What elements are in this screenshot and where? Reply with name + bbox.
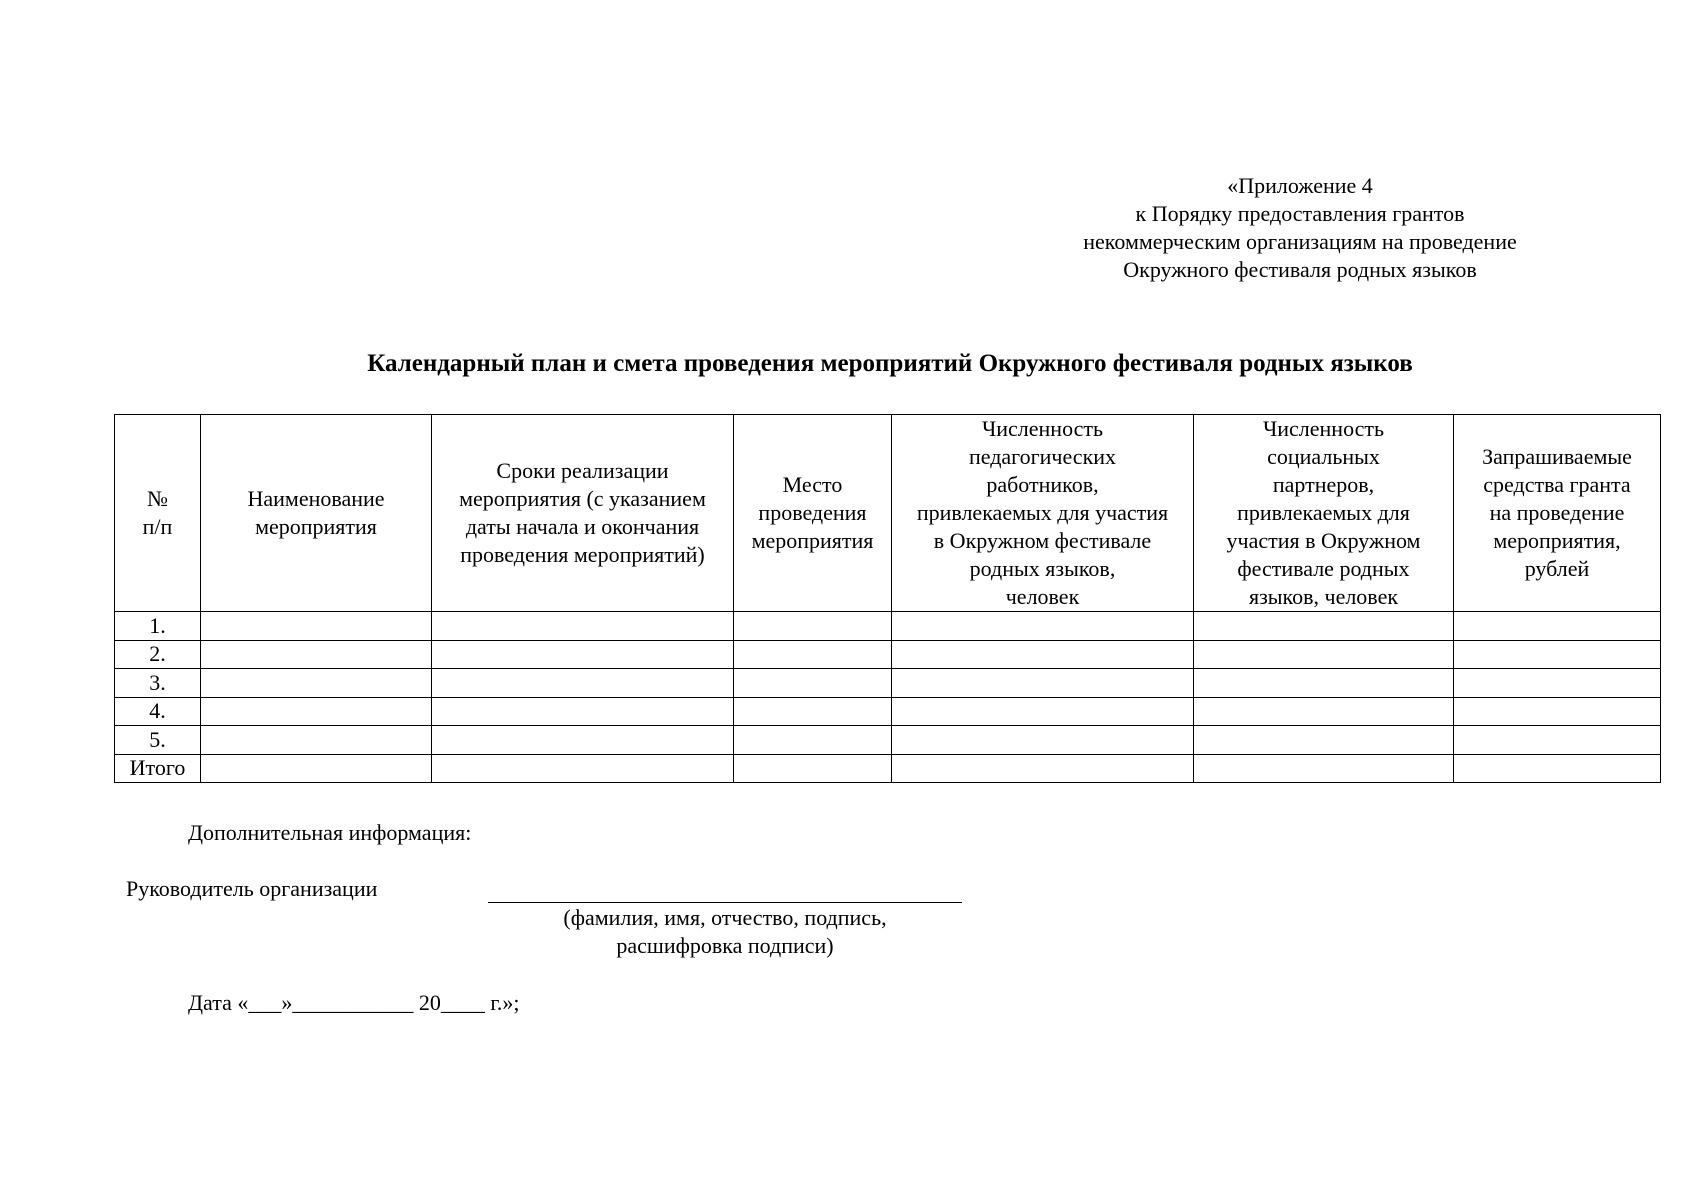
header-text: мероприятия (255, 514, 377, 539)
header-text: Численность (981, 416, 1104, 441)
header-text: даты начала и окончания (465, 514, 700, 539)
header-text: партнеров, (1272, 472, 1375, 497)
row-number: 1. (115, 612, 201, 641)
header-grant-amount (1454, 415, 1661, 612)
row-number: 3. (115, 669, 201, 698)
table-cell (201, 726, 432, 755)
header-text: участия в Окружном (1226, 528, 1421, 553)
additional-info-label: Дополнительная информация: (188, 820, 472, 845)
header-partners-count (1194, 415, 1454, 612)
header-text: средства гранта (1483, 472, 1631, 497)
table-cell (432, 669, 734, 698)
table-cell (1194, 754, 1454, 783)
total-label: Итого (115, 754, 201, 783)
appendix-line: Окружного фестиваля родных языков (1123, 257, 1477, 282)
table-cell (892, 612, 1194, 641)
header-text: родных языков, (969, 556, 1116, 581)
document-title: Календарный план и смета проведения мероприятий Окружного фестиваля родных языков (367, 350, 1413, 377)
header-text: социальных (1267, 444, 1380, 469)
header-text: № (147, 486, 168, 511)
table-cell (734, 726, 892, 755)
signature-hint-line: расшифровка подписи) (616, 933, 834, 958)
table-row (115, 697, 1661, 726)
organization-head-label: Руководитель организации (126, 876, 378, 901)
table-cell (734, 640, 892, 669)
appendix-line: к Порядку предоставления грантов (1135, 201, 1465, 226)
table-cell (1454, 640, 1661, 669)
header-text: фестивале родных (1237, 556, 1410, 581)
header-text: Место (782, 472, 843, 497)
table-cell (734, 697, 892, 726)
header-text: языков, человек (1248, 584, 1399, 609)
table-cell (201, 640, 432, 669)
table-cell (1454, 669, 1661, 698)
table-cell (892, 726, 1194, 755)
table-cell (892, 697, 1194, 726)
plan-table (114, 414, 1661, 783)
header-teachers-count (892, 415, 1194, 612)
table-total-row (115, 754, 1661, 783)
table-cell (1194, 726, 1454, 755)
signature-hint (488, 904, 962, 960)
row-number: 5. (115, 726, 201, 755)
table-cell (201, 669, 432, 698)
table-row (115, 640, 1661, 669)
date-line: Дата «___»___________ 20____ г.»; (188, 990, 520, 1015)
table-row (115, 726, 1661, 755)
table-cell (734, 669, 892, 698)
table-cell (432, 754, 734, 783)
table-cell (1454, 726, 1661, 755)
table-cell (1194, 612, 1454, 641)
header-text: Наименование (247, 486, 385, 511)
table-cell (892, 754, 1194, 783)
header-text: в Окружном фестивале (933, 528, 1152, 553)
table-header-row (115, 415, 1661, 612)
table-cell (1194, 640, 1454, 669)
header-text: педагогических (968, 444, 1117, 469)
header-text: привлекаемых для участия (916, 500, 1169, 525)
signature-line (488, 902, 962, 903)
table-cell (1454, 754, 1661, 783)
header-text: мероприятия (751, 528, 874, 553)
table-cell (1194, 669, 1454, 698)
table-cell (432, 612, 734, 641)
table-cell (734, 754, 892, 783)
header-text: Сроки реализации (496, 458, 669, 483)
table-cell (432, 726, 734, 755)
header-text: на проведение (1489, 500, 1625, 525)
table-cell (1454, 612, 1661, 641)
table-row (115, 612, 1661, 641)
header-text: привлекаемых для (1237, 500, 1410, 525)
header-dates (432, 415, 734, 612)
row-number: 2. (115, 640, 201, 669)
header-text: человек (1005, 584, 1080, 609)
header-text: рублей (1524, 556, 1590, 581)
header-text: Запрашиваемые (1482, 444, 1632, 469)
appendix-line: «Приложение 4 (1227, 173, 1373, 198)
appendix-header (1020, 172, 1580, 284)
table-cell (201, 697, 432, 726)
table-cell (734, 612, 892, 641)
signature-hint-line: (фамилия, имя, отчество, подпись, (563, 905, 887, 930)
table-cell (892, 669, 1194, 698)
header-text: мероприятия, (1493, 528, 1621, 553)
table-cell (201, 612, 432, 641)
header-text: п/п (142, 514, 173, 539)
table-cell (1454, 697, 1661, 726)
appendix-line: некоммерческим организациям на проведение (1083, 229, 1517, 254)
header-text: Численность (1262, 416, 1385, 441)
table-cell (432, 697, 734, 726)
header-text: работников, (986, 472, 1099, 497)
header-event-name (201, 415, 432, 612)
table-cell (892, 640, 1194, 669)
header-text: мероприятия (с указанием (459, 486, 706, 511)
header-venue (734, 415, 892, 612)
table-cell (1194, 697, 1454, 726)
header-text: проведения мероприятий) (460, 542, 705, 567)
table-cell (201, 754, 432, 783)
row-number: 4. (115, 697, 201, 726)
table-row (115, 669, 1661, 698)
table-cell (432, 640, 734, 669)
header-text: проведения (758, 500, 867, 525)
header-number (115, 415, 201, 612)
